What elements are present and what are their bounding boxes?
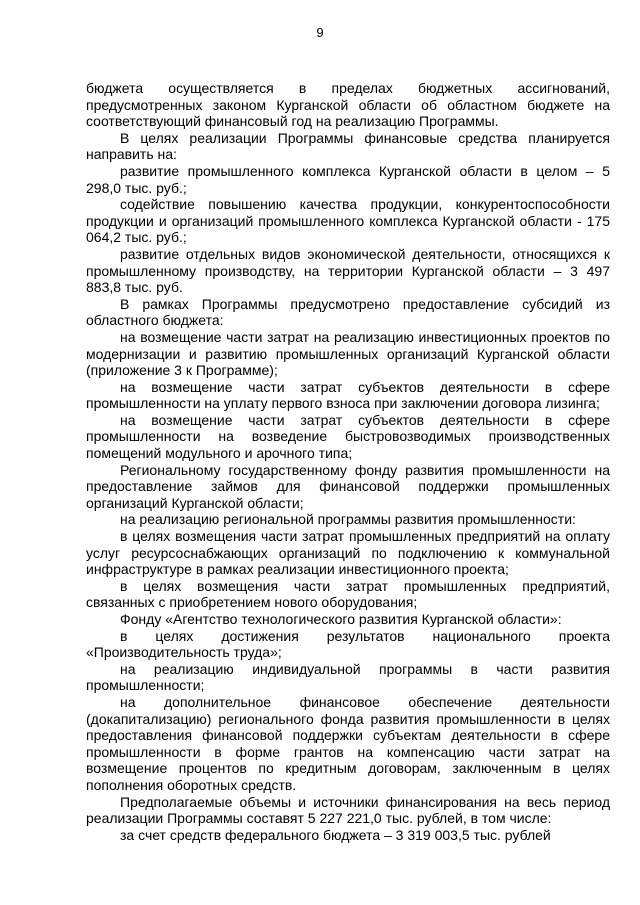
paragraph: развитие промышленного комплекса Курганской области в целом – 5 298,0 тыс. руб.; (86, 162, 610, 196)
paragraph: в целях достижения результатов национального проекта «Производительность труда»; (86, 627, 610, 661)
paragraph: содействие повышению качества продукции, конкурентоспособности продукции и организаций промышленного комплекса Курганской области - 175 064,2 тыс. руб.; (86, 196, 610, 246)
paragraph: Предполагаемые объемы и источники финансирования на весь период реализации Программы составят 5 227 221,0 тыс. рублей, в том числе: (86, 793, 610, 827)
paragraph: на реализацию региональной программы развития промышленности: (120, 511, 576, 528)
paragraph: Фонду «Агентство технологического развития Курганской области»: (120, 611, 562, 627)
body-text (86, 80, 610, 843)
paragraph: Региональному государственному фонду развития промышленности на предоставление займов для финансовой поддержки промышленных организаций Курганской области; (86, 461, 610, 511)
paragraph: на возмещение части затрат субъектов деятельности в сфере промышленности на уплату первого взноса при заключении договора лизинга; (86, 378, 610, 412)
paragraph: в целях возмещения части затрат промышленных предприятий на оплату услуг ресурсоснабжающих организаций по подключению к коммунальной инфраструктуре в рамках реализации инвестиционного проекта; (86, 528, 610, 578)
paragraph: за счет средств федерального бюджета – 3 319 003,5 тыс. рублей (120, 826, 551, 843)
paragraph: на возмещение части затрат на реализацию инвестиционных проектов по модернизации и развитию промышленных организаций Курганской области (приложение 3 к Программе); (86, 328, 610, 379)
paragraph: на дополнительное финансовое обеспечение деятельности (докапитализацию) регионального фонда развития промышленности в целях предоставления финансовой поддержки субъектам деятельности в сфере промышленности в форме грантов на компенсацию части затрат на возмещение процентов по кредитным договорам, заключенным в целях пополнения оборотных средств. (86, 693, 610, 793)
paragraph: В рамках Программы предусмотрено предоставление субсидий из областного бюджета: (86, 295, 610, 329)
paragraph: развитие отдельных видов экономической деятельности, относящихся к промышленному производству, на территории Курганской области – 3 497 883,8 тыс. руб. (86, 245, 610, 296)
paragraph: на возмещение части затрат субъектов деятельности в сфере промышленности на возведение быстровозводимых производственных помещений модульного и арочного типа; (86, 411, 610, 462)
paragraph: В целях реализации Программы финансовые средства планируется направить на: (86, 129, 610, 163)
paragraph: бюджета осуществляется в пределах бюджетных ассигнований, предусмотренных законом Курганской области об областном бюджете на соответствующий финансовый год на реализацию Программы. (86, 80, 610, 130)
paragraph: на реализацию индивидуальной программы в части развития промышленности; (86, 660, 610, 694)
page-number: 9 (316, 25, 324, 40)
paragraph: в целях возмещения части затрат промышленных предприятий, связанных с приобретением нового оборудования; (86, 577, 610, 611)
